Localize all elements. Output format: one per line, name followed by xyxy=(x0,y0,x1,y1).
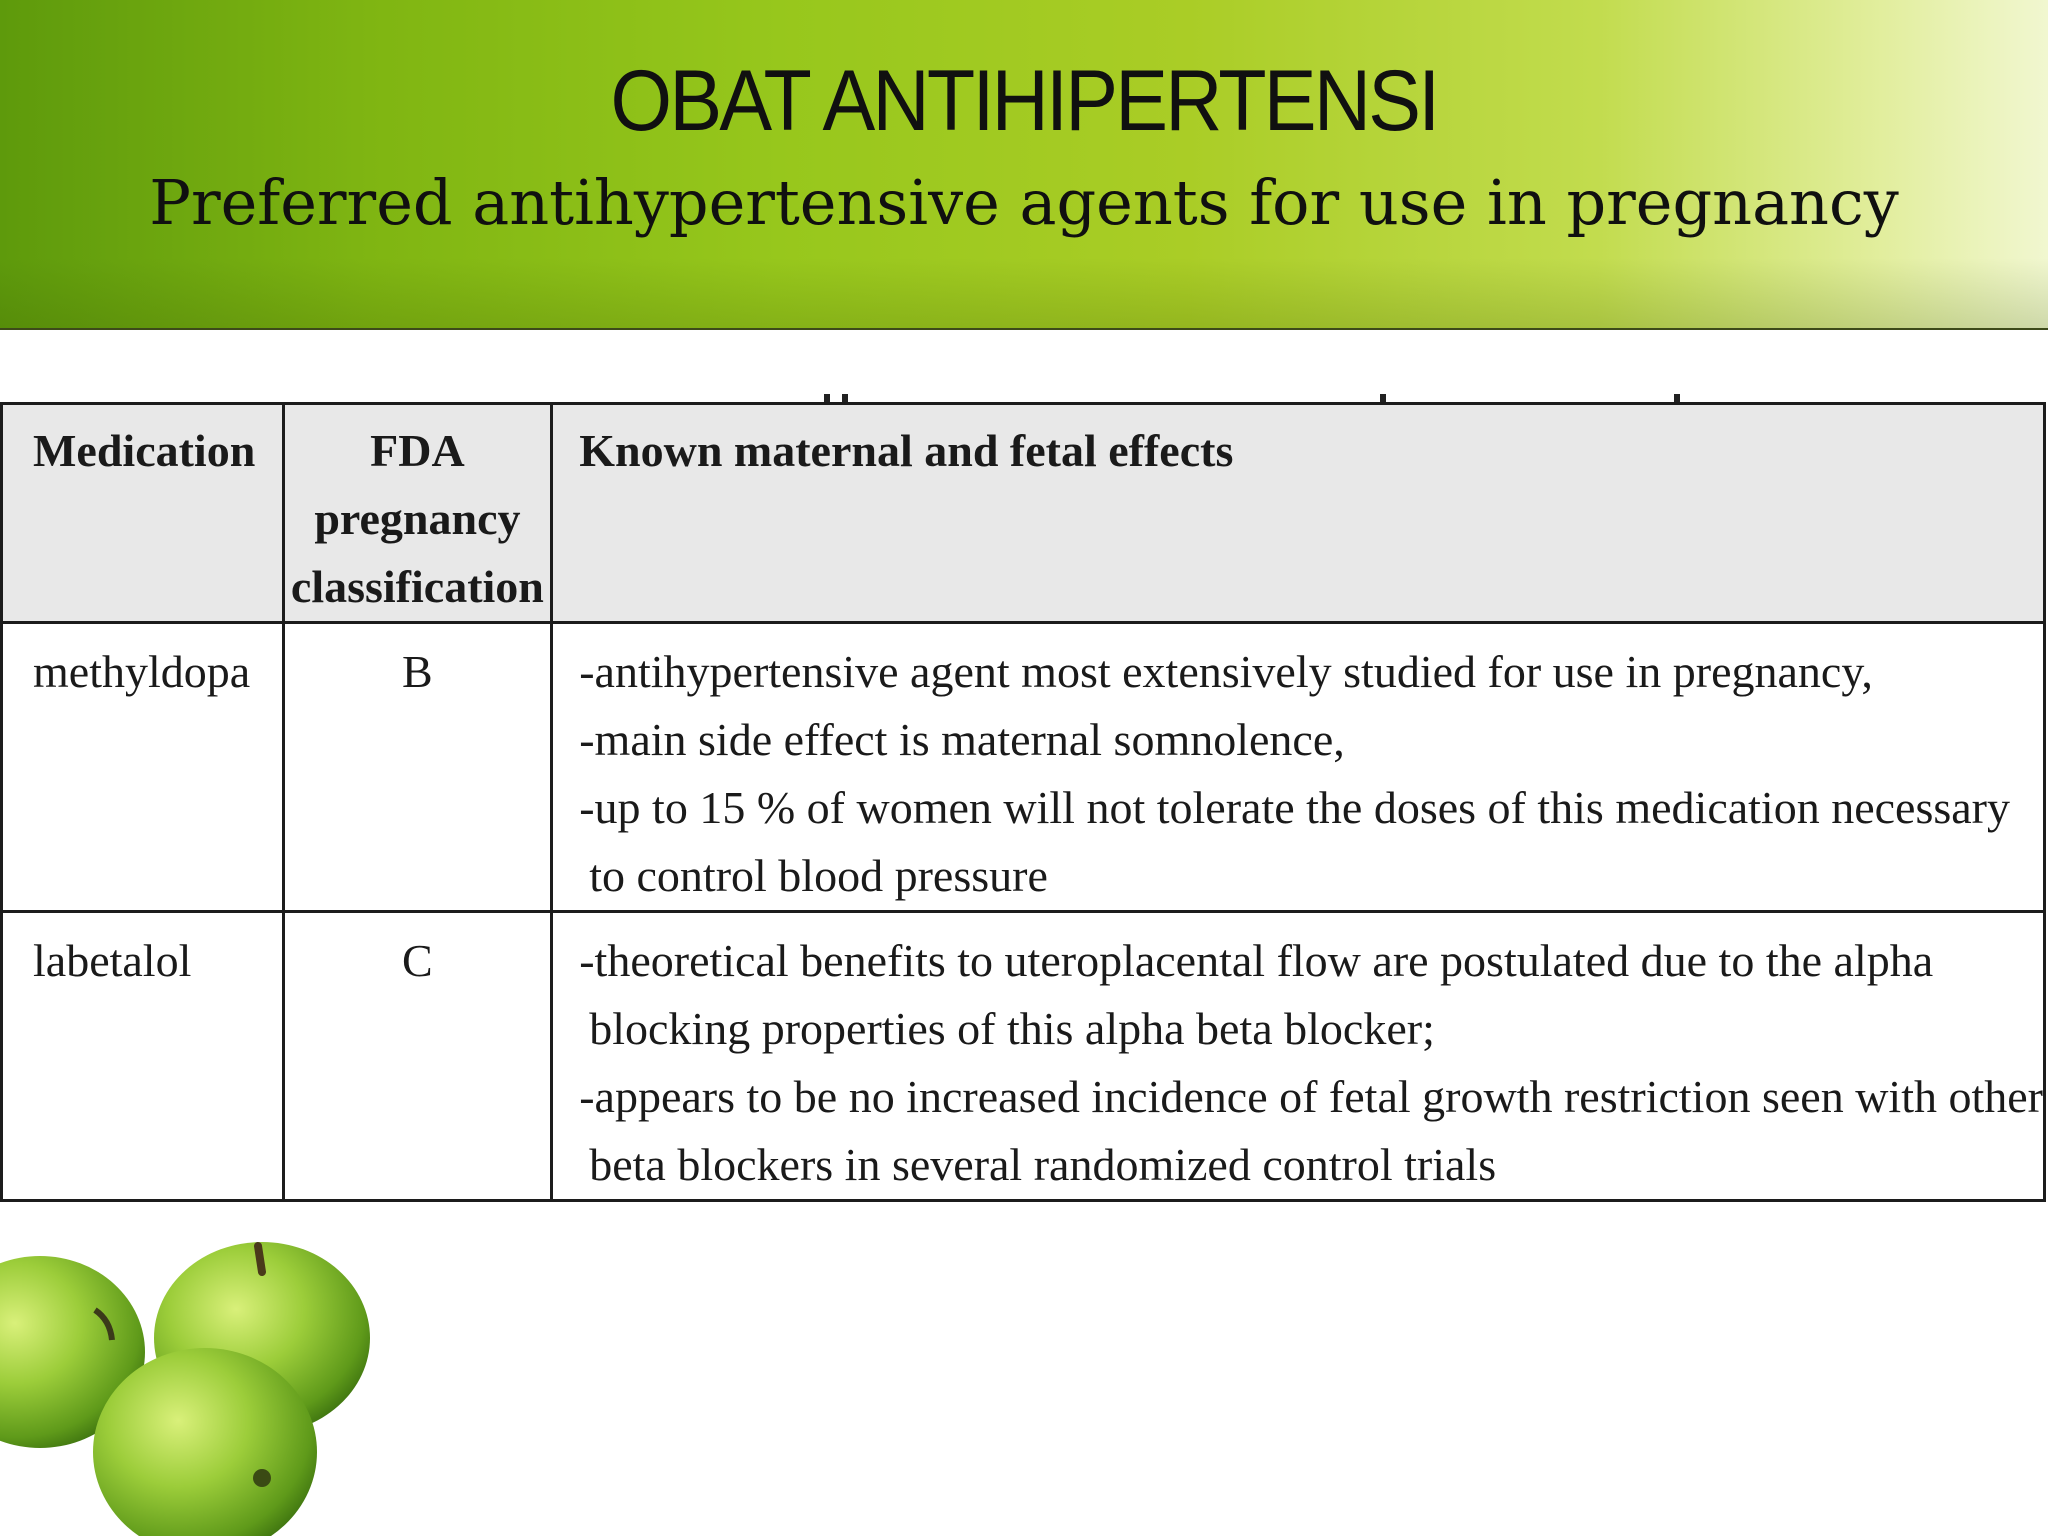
effect-line: to control blood pressure xyxy=(589,850,1048,901)
header-fda-line: FDA xyxy=(370,425,465,476)
effect-line: -up to 15 % of women will not tolerate the doses of this medication necessary xyxy=(579,782,2010,833)
cropped-text-remnant xyxy=(820,386,1700,402)
cell-effects xyxy=(552,623,2045,912)
antihypertensive-table xyxy=(0,402,2046,1202)
cell-fda-class: B xyxy=(283,623,552,912)
cell-fda-class: C xyxy=(283,912,552,1201)
slide-title: OBAT ANTIHIPERTENSI xyxy=(610,53,1438,149)
header-fda-classification xyxy=(283,404,552,623)
green-apples-icon xyxy=(0,1240,380,1536)
effect-line: -antihypertensive agent most extensively studied for use in pregnancy, xyxy=(579,646,1873,697)
effect-line: -appears to be no increased incidence of fetal growth restriction seen with other xyxy=(579,1071,2043,1122)
table-row xyxy=(2,623,2045,912)
header-band xyxy=(0,0,2048,330)
header-effects: Known maternal and fetal effects xyxy=(552,404,2045,623)
effect-line: blocking properties of this alpha beta blocker; xyxy=(589,1003,1435,1054)
effect-line: beta blockers in several randomized control trials xyxy=(589,1139,1497,1190)
effect-line: -theoretical benefits to uteroplacental flow are postulated due to the alpha xyxy=(579,935,1934,986)
header-medication: Medication xyxy=(2,404,284,623)
table-header-row xyxy=(2,404,2045,623)
cell-effects xyxy=(552,912,2045,1201)
header-fda-line: pregnancy xyxy=(314,493,521,544)
header-fda-line: classification xyxy=(290,561,544,612)
table-row xyxy=(2,912,2045,1201)
cell-medication: labetalol xyxy=(2,912,284,1201)
cell-medication: methyldopa xyxy=(2,623,284,912)
effect-line: -main side effect is maternal somnolence, xyxy=(579,714,1345,765)
slide-subtitle: Preferred antihypertensive agents for use in pregnancy xyxy=(149,166,1899,239)
